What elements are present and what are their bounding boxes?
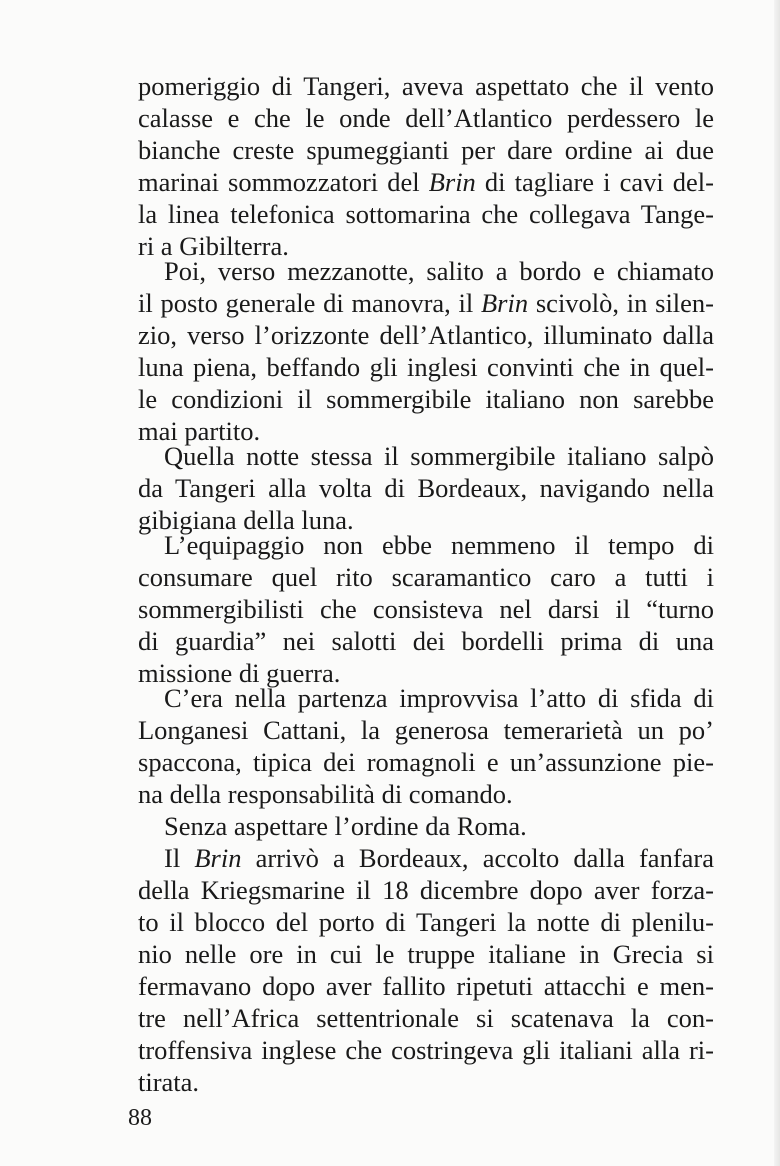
text-line: sommergibilisti che consisteva nel darsi il “turno (138, 594, 714, 624)
text-line: calasse e che le onde dell’Atlantico perdessero le (138, 103, 714, 133)
text-line: le condizioni il sommergibile italiano non sarebbe (138, 384, 714, 414)
text-line: Longanesi Cattani, la generosa temerarietà un po’ (138, 715, 714, 745)
text-line: pomeriggio di Tangeri, aveva aspettato che il vento (138, 71, 714, 101)
text-line: la linea telefonica sottomarina che collegava Tange- (138, 199, 714, 229)
text-line: Senza aspettare l’ordine da Roma. (164, 811, 527, 841)
text-line: luna piena, beffando gli inglesi convinti che in quel- (138, 352, 714, 382)
ship-name-italic: Brin (194, 843, 242, 873)
text-line: della Kriegsmarine il 18 dicembre dopo aver forza- (138, 875, 714, 905)
text-line: missione di guerra. (138, 658, 341, 688)
text-line: C’era nella partenza improvvisa l’atto di sfida di (164, 683, 714, 713)
text-line: da Tangeri alla volta di Bordeaux, navigando nella (138, 473, 714, 503)
page-number: 88 (128, 1105, 152, 1131)
text-line: tirata. (138, 1067, 200, 1097)
text-line: Quella notte stessa il sommergibile italiano salpò (164, 441, 714, 471)
text-line: L’equipaggio non ebbe nemmeno il tempo di (164, 530, 714, 560)
text-line: Poi, verso mezzanotte, salito a bordo e chiamato (164, 256, 714, 286)
text-line: to il blocco del porto di Tangeri la notte di plenilu- (138, 907, 714, 937)
text-line: mai partito. (138, 416, 261, 446)
text-line: na della responsabilità di comando. (138, 779, 513, 809)
text-line: ri a Gibilterra. (138, 231, 289, 261)
text-line: consumare quel rito scaramantico caro a tutti i (138, 562, 714, 592)
page-edge-shadow (774, 0, 780, 1166)
text-line: di guardia” nei salotti dei bordelli prima di una (138, 626, 714, 656)
ship-name-italic: Brin (481, 288, 529, 318)
text-line: bianche creste spumeggianti per dare ordine ai due (138, 135, 714, 165)
text-line: nio nelle ore in cui le truppe italiane in Grecia si (138, 939, 714, 969)
text-line: spaccona, tipica dei romagnoli e un’assunzione pie- (138, 747, 714, 777)
text-line: marinai sommozzatori del Brin di tagliare i cavi del- (138, 167, 714, 197)
text-line: zio, verso l’orizzonte dell’Atlantico, illuminato dalla (138, 320, 714, 350)
ship-name-italic: Brin (428, 167, 476, 197)
text-line: il posto generale di manovra, il Brin scivolò, in silen- (138, 288, 715, 318)
text-line: Il Brin arrivò a Bordeaux, accolto dalla fanfara (164, 843, 714, 873)
text-line: tre nell’Africa settentrionale si scatenava la con- (138, 1003, 714, 1033)
text-line: gibigiana della luna. (138, 505, 354, 535)
text-line: fermavano dopo aver fallito ripetuti attacchi e men- (138, 971, 714, 1001)
text-line: troffensiva inglese che costringeva gli italiani alla ri- (138, 1035, 714, 1065)
